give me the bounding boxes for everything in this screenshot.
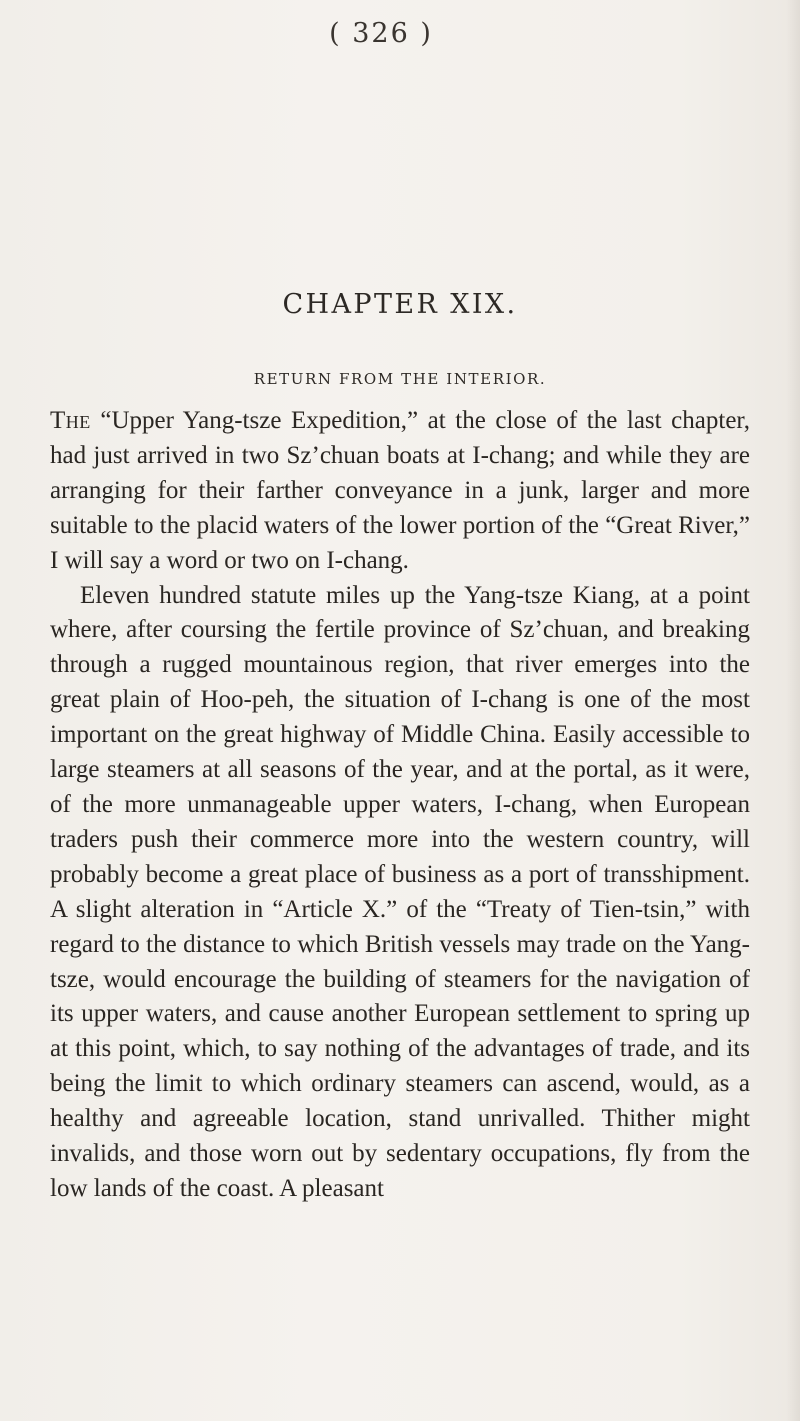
page-number: ( 326 ) <box>329 18 433 49</box>
paragraph-2 <box>50 579 750 1207</box>
page-edge-shadow <box>786 0 800 1421</box>
paragraph-text: “Upper Yang-tsze Expedition,” at the close of the last chapter, had just arrived in two Sz’chuan boats at I-chang; and while they are arranging for their farther conveyance in a junk, larger and more suitable to the placid waters of the lower portion of the “Great River,” I will say a word or two on I-chang. <box>50 407 750 574</box>
paragraph-lead-word: The <box>50 407 91 434</box>
chapter-title: CHAPTER XIX. <box>282 289 518 320</box>
paragraph-1 <box>50 404 750 579</box>
paragraph-text: Eleven hundred statute miles up the Yang-tsze Kiang, at a point where, after coursing the fertile province of Sz’chuan, and breaking through a rugged mountainous region, that river emerges into the great plain of Hoo-peh, the situation of I-chang is one of the most important on the great highway of Middle China. Easily accessible to large steamers at all seasons of the year, and at the portal, as it were, of the more unmanageable upper waters, I-chang, when European traders push their commerce more into the western country, will probably become a great place of business as a port of transshipment. A slight alteration in “Article X.” of the “Treaty of Tien-tsin,” with regard to the distance to which British vessels may trade on the Yang-tsze, would encourage the building of steamers for the navigation of its upper waters, and cause another European settlement to spring up at this point, which, to say nothing of the advantages of trade, and its being the limit to which ordinary steamers can ascend, would, as a healthy and agreeable location, stand unrivalled. Thither might invalids, and those worn out by sedentary occupations, fly from the low lands of the coast. A pleasant <box>50 581 750 1202</box>
chapter-subtitle: RETURN FROM THE INTERIOR. <box>253 370 547 388</box>
body-text <box>50 404 750 1207</box>
